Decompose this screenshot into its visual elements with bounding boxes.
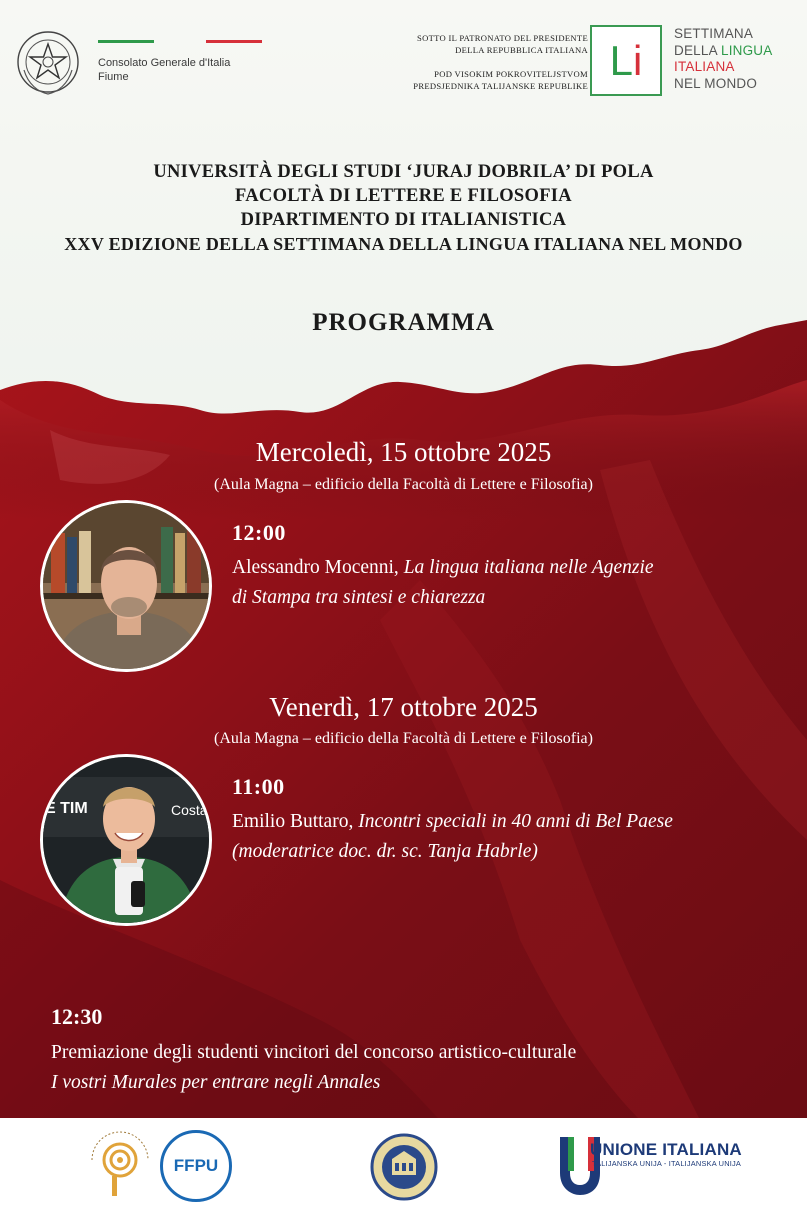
programma-heading: PROGRAMMA [312, 309, 495, 336]
consolato-name: Consolato Generale d'Italia [98, 57, 231, 69]
italian-republic-emblem-icon [16, 26, 80, 98]
premiazione-line2: I vostri Murales per entrare negli Annales [51, 1072, 381, 1093]
day1-date: Mercoledì, 15 ottobre 2025 [255, 437, 552, 467]
faculty-title: FACOLTÀ DI LETTERE E FILOSOFIA [235, 186, 572, 206]
patronato-it-line2: DELLA REPUBBLICA ITALIANA [455, 45, 588, 55]
settimana-li-logo [590, 25, 662, 96]
day1-title-line1: La lingua italiana nelle Agenzie [403, 557, 654, 578]
premiazione-line1: Premiazione degli studenti vincitori del concorso artistico-culturale [51, 1042, 577, 1063]
day2-title-line2: (moderatrice doc. dr. sc. Tanja Habrle) [232, 841, 538, 862]
patronato-hr-line1: POD VISOKIM POKROVITELJSTVOM [434, 69, 588, 79]
titles-block [0, 160, 807, 256]
consolato-text [98, 56, 268, 84]
day2-time: 11:00 [232, 774, 285, 799]
department-title: DIPARTIMENTO DI ITALIANISTICA [240, 210, 567, 230]
day2-title-line1: Incontri speciali in 40 anni di Bel Paese [358, 811, 673, 832]
day1-title-line2: di Stampa tra sintesi e chiarezza [232, 587, 486, 608]
li-logo-i: i [633, 36, 643, 84]
ffpu-logo: FFPU [160, 1130, 232, 1202]
seal-logo-icon [370, 1133, 438, 1201]
settimana-line2 [674, 43, 772, 60]
day2-talk [232, 807, 673, 867]
speaker-photo-mocenni [40, 500, 212, 672]
settimana-line3: ITALIANA [674, 59, 735, 74]
patronato-hr-line2: PREDSJEDNIKA TALIJANSKE REPUBLIKE [413, 81, 588, 91]
day1-talk [232, 553, 654, 613]
settimana-line2b: LINGUA [720, 42, 773, 58]
flag-green-line [98, 40, 154, 43]
university-pula-logo-icon [82, 1126, 158, 1202]
day1-time: 12:00 [232, 520, 286, 545]
photo-tag-costa: Costa [171, 802, 208, 818]
flag-red-line [206, 40, 262, 43]
unione-italiana-name: UNIONE ITALIANA [590, 1140, 742, 1159]
consolato-city: Fiume [98, 71, 129, 83]
day2-speaker: Emilio Buttaro, [232, 811, 354, 832]
patronato-it-line1: SOTTO IL PATRONATO DEL PRESIDENTE [417, 33, 588, 43]
settimana-line1: SETTIMANA [674, 26, 754, 41]
patronato-block [346, 32, 588, 92]
settimana-line4: NEL MONDO [674, 75, 758, 91]
unione-italiana-subtitle: TALIJANSKA UNIJA - ITALIJANSKA UNIJA [592, 1159, 742, 1168]
photo-tag-tim: E TIM [45, 800, 88, 817]
day2-date: Venerdì, 17 ottobre 2025 [269, 692, 538, 722]
university-title: UNIVERSITÀ DEGLI STUDI ‘JURAJ DOBRILA’ DI POLA [153, 162, 654, 182]
day1-speaker: Alessandro Mocenni, [232, 557, 399, 578]
speaker-portrait-mocenni [43, 503, 212, 672]
settimana-logo-text [674, 26, 772, 92]
edition-title: XXV EDIZIONE DELLA SETTIMANA DELLA LINGUA ITALIANA NEL MONDO [64, 234, 743, 254]
speaker-photo-buttaro [40, 754, 212, 926]
speaker-portrait-buttaro [43, 757, 212, 926]
premiazione-text [51, 1038, 576, 1098]
settimana-line2a: DELLA [674, 42, 721, 58]
premiazione-time: 12:30 [51, 1004, 103, 1029]
italian-flag-lines [98, 40, 264, 46]
day2-place: (Aula Magna – edificio della Facoltà di Lettere e Filosofia) [214, 730, 593, 747]
consolato-block [98, 40, 268, 84]
day1-place: (Aula Magna – edificio della Facoltà di Lettere e Filosofia) [214, 476, 593, 493]
li-logo-l: L [609, 36, 633, 84]
